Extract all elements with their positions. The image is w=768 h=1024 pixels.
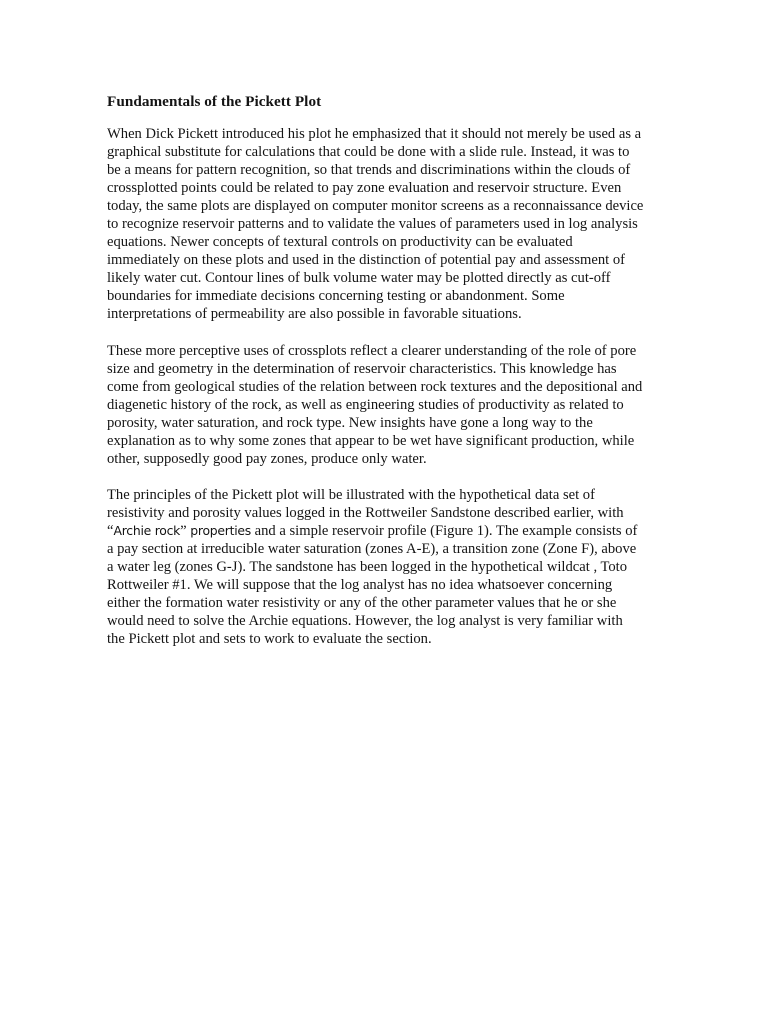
text-line: When Dick Pickett introduced his plot he emphasized that it should not merely be used as a bbox=[107, 126, 642, 142]
paragraph-3 bbox=[107, 486, 662, 648]
text-line: come from geological studies of the relation between rock textures and the depositional and bbox=[107, 378, 643, 395]
paragraph-1 bbox=[107, 125, 662, 324]
text-line: The principles of the Pickett plot will be illustrated with the hypothetical data set of bbox=[107, 486, 595, 503]
text-line: Rottweiler #1. We will suppose that the log analyst has no idea whatsoever concerning bbox=[107, 577, 613, 594]
text-line: immediately on these plots and used in the distinction of potential pay and assessment of bbox=[107, 252, 625, 269]
text-line: a pay section at irreducible water saturation (zones A-E), a transition zone (Zone F), above bbox=[107, 540, 637, 557]
text-line: explanation as to why some zones that appear to be wet have significant production, while bbox=[107, 432, 635, 449]
text-line: boundaries for immediate decisions concerning testing or abandonment. Some bbox=[107, 288, 565, 305]
text-line: equations. Newer concepts of textural controls on productivity can be evaluated bbox=[107, 234, 573, 251]
paragraph-2 bbox=[107, 342, 662, 468]
open-quote: “ bbox=[107, 522, 114, 539]
document-body bbox=[107, 93, 662, 666]
text-line: These more perceptive uses of crossplots reflect a clearer understanding of the role of pore bbox=[107, 342, 637, 359]
text-line: size and geometry in the determination of reservoir characteristics. This knowledge has bbox=[107, 360, 617, 377]
text-line: be a means for pattern recognition, so that trends and discriminations within the clouds of bbox=[107, 162, 631, 179]
document-title: Fundamentals of the Pickett Plot bbox=[107, 93, 322, 110]
line-remainder: and a simple reservoir profile (Figure 1). The example consists of bbox=[251, 522, 638, 539]
text-line: today, the same plots are displayed on computer monitor screens as a reconnaissance device bbox=[107, 198, 644, 215]
text-line: graphical substitute for calculations that could be done with a slide rule. Instead, it was to bbox=[107, 144, 630, 161]
text-line: likely water cut. Contour lines of bulk volume water may be plotted directly as cut-off bbox=[107, 270, 611, 287]
archie-rock-phrase: Archie rock bbox=[113, 522, 181, 538]
text-line: resistivity and porosity values logged in the Rottweiler Sandstone described earlier, with bbox=[107, 504, 624, 521]
text-line: crossplotted points could be related to pay zone evaluation and reservoir structure. Even bbox=[107, 180, 622, 197]
text-line: porosity, water saturation, and rock type. New insights have gone a long way to the bbox=[107, 414, 593, 431]
text-line: either the formation water resistivity or any of the other parameter values that he or she bbox=[107, 595, 617, 612]
text-line: other, supposedly good pay zones, produce only water. bbox=[107, 450, 427, 467]
text-line: the Pickett plot and sets to work to evaluate the section. bbox=[107, 631, 432, 648]
properties-word: properties bbox=[186, 522, 251, 538]
text-line: to recognize reservoir patterns and to validate the values of parameters used in log analysis bbox=[107, 216, 638, 233]
text-line: interpretations of permeability are also possible in favorable situations. bbox=[107, 306, 522, 323]
text-line: would need to solve the Archie equations. However, the log analyst is very familiar with bbox=[107, 613, 623, 630]
text-line: a water leg (zones G-J). The sandstone has been logged in the hypothetical wildcat , Toto bbox=[107, 559, 628, 576]
text-line: diagenetic history of the rock, as well as engineering studies of productivity as related to bbox=[107, 396, 624, 413]
text-line-mixed bbox=[107, 522, 662, 540]
close-quote: ” bbox=[180, 522, 187, 539]
